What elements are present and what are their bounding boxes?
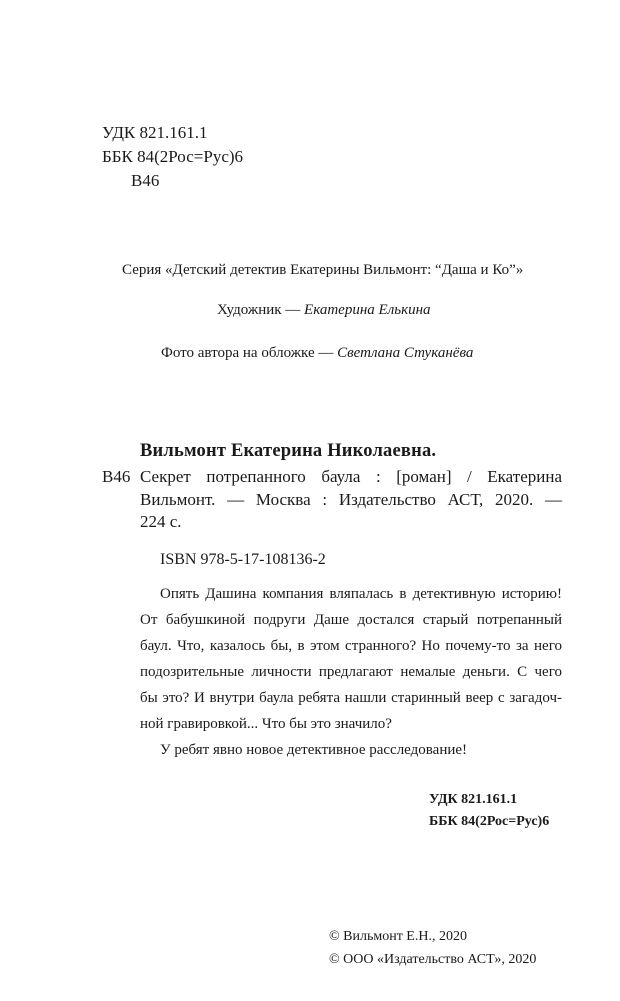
bbk-code-bold: ББК 84(2Рос=Рус)6 bbox=[429, 814, 550, 829]
isbn: ISBN 978-5-17-108136-2 bbox=[160, 551, 326, 568]
photo-credit-label: Фото автора на обложке — bbox=[161, 345, 338, 361]
copyright-publisher: © ООО «Издательство АСТ», 2020 bbox=[329, 952, 537, 967]
series-line: Серия «Детский детектив Екатерины Вильмонт: “Даша и Ко”» bbox=[122, 262, 524, 278]
illustrator-line bbox=[217, 302, 431, 319]
bbk-code: ББК 84(2Рос=Рус)6 bbox=[102, 147, 244, 166]
description-line-1: Секрет потрепанного баула : [роман] / Екатерина bbox=[140, 467, 562, 486]
udk-code: УДК 821.161.1 bbox=[102, 123, 208, 142]
description-line-2: Вильмонт. — Москва : Издательство АСТ, 2020. — bbox=[140, 489, 562, 509]
annotation-line-1: Опять Дашина компания вляпалась в детективную историю! bbox=[160, 586, 562, 602]
annotation-line-6: ной гравировкой... Что бы это значило? bbox=[140, 716, 392, 732]
photo-credit-name: Светлана Стуканёва bbox=[337, 345, 474, 361]
annotation-line-4: подозрительные личности предлагают немалые деньги. С чего bbox=[140, 664, 562, 680]
copyright-author: © Вильмонт Е.Н., 2020 bbox=[329, 929, 467, 944]
annotation-line-5: бы это? И внутри баула ребята нашли старинный веер с загадоч- bbox=[140, 690, 562, 706]
udk-code-bold: УДК 821.161.1 bbox=[429, 792, 518, 807]
author-mark-top: В46 bbox=[131, 171, 160, 190]
author-mark-record: В46 bbox=[102, 467, 131, 486]
annotation-line-3: баул. Что, казалось бы, в этом странного? Но почему-то за него bbox=[140, 638, 562, 654]
photo-credit-line bbox=[161, 345, 473, 362]
annotation-line-7: У ребят явно новое детективное расследование! bbox=[160, 742, 468, 758]
description-line-3: 224 с. bbox=[140, 512, 182, 531]
illustrator-label: Художник — bbox=[217, 302, 305, 318]
illustrator-name: Екатерина Елькина bbox=[304, 302, 431, 318]
author-heading: Вильмонт Екатерина Николаевна. bbox=[140, 441, 437, 461]
annotation-line-2: От бабушкиной подруги Даше достался старый потрепанный bbox=[140, 612, 562, 628]
